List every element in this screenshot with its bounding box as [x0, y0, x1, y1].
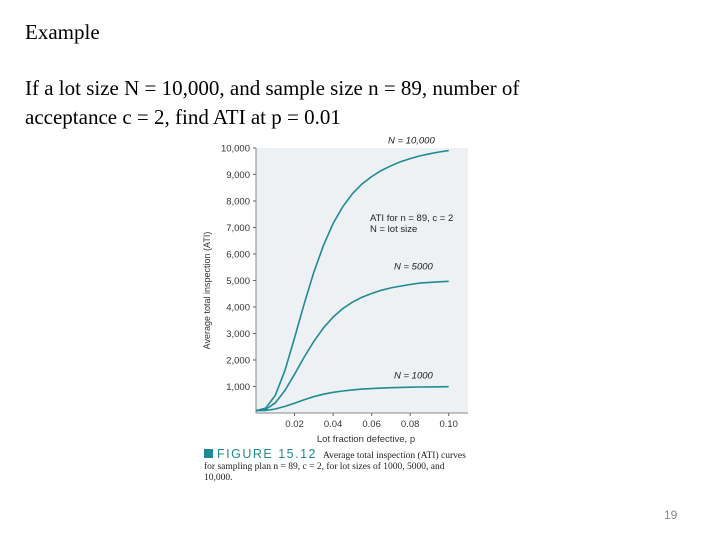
- x-tick-label: 0.10: [439, 419, 458, 430]
- y-axis-label: Average total inspection (ATI): [202, 231, 212, 350]
- page-number: 19: [664, 508, 678, 522]
- figure-label: FIGURE 15.12: [217, 447, 317, 461]
- y-tick-label: 4,000: [226, 302, 250, 314]
- y-tick-label: 2,000: [226, 355, 250, 367]
- x-tick-label: 0.08: [400, 419, 420, 430]
- x-axis-label: Lot fraction defective, p: [316, 434, 416, 445]
- figure-caption: [204, 449, 472, 484]
- y-tick-label: 6,000: [226, 249, 250, 261]
- legend-line-2: N = lot size: [370, 224, 418, 235]
- series-label-1: N = 10,000: [388, 135, 435, 147]
- x-tick-label: 0.02: [285, 419, 304, 430]
- legend-line-1: ATI for n = 89, c = 2: [370, 213, 454, 224]
- body-line-1: If a lot size N = 10,000, and sample size n = 89, number of: [25, 76, 520, 100]
- y-tick-label: 7,000: [226, 223, 250, 234]
- y-tick-label: 10,000: [220, 143, 250, 155]
- y-tick-label: 3,000: [226, 329, 250, 340]
- slide-title: Example: [25, 20, 100, 44]
- x-tick-label: 0.06: [362, 419, 381, 430]
- body-line-2: acceptance c = 2, find ATI at p = 0.01: [25, 105, 341, 129]
- plot-area: [256, 148, 468, 413]
- figure-caption-text: Average total inspection (ATI) curves for sampling plan n = 89, c = 2, for lot sizes of 1000, 5000, and 10,000.: [204, 451, 466, 483]
- x-tick-label: 0.04: [323, 419, 343, 430]
- figure-marker: [204, 449, 213, 458]
- y-tick-label: 8,000: [226, 196, 250, 208]
- series-label-3: N = 1000: [394, 370, 433, 382]
- y-tick-label: 1,000: [226, 382, 250, 393]
- series-label-2: N = 5000: [394, 261, 433, 273]
- y-tick-label: 5,000: [226, 276, 250, 287]
- y-tick-label: 9,000: [226, 170, 250, 181]
